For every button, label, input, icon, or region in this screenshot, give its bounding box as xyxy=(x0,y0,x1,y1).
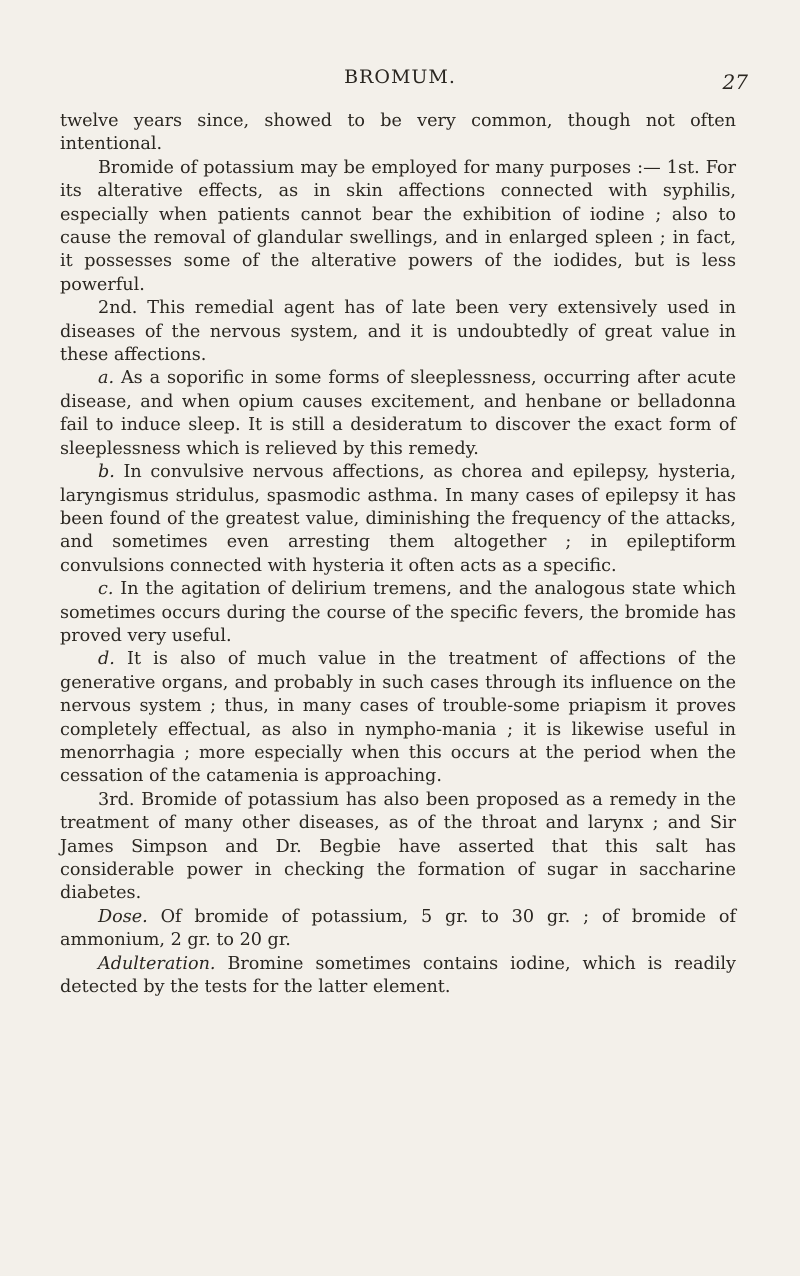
paragraph-text: In the agitation of delirium tremens, and the analogous state which sometimes occurs during the course of the specific fevers, the bromide has proved very useful. xyxy=(60,579,737,646)
paragraph-lead: a. xyxy=(98,368,115,389)
paragraph-continuation xyxy=(60,110,736,157)
paragraph-lead: b. xyxy=(98,462,115,483)
paragraph-text: As a soporific in some forms of sleeplessness, occurring after acute disease, and when opium causes excitement, and henbane or belladonna fail to induce sleep. It is still a desideratum to discover the exact form of sleeplessness which is relieved by this remedy. xyxy=(60,368,736,459)
paragraph-uses-intro xyxy=(60,157,736,297)
page-number: 27 xyxy=(722,70,748,94)
paragraph-c xyxy=(60,578,736,648)
paragraph-dose xyxy=(60,906,736,953)
running-title: BROMUM. xyxy=(344,66,456,88)
paragraph-text: 2nd. This remedial agent has of late been very extensively used in diseases of the nervous system, and it is undoubtedly of great value in these affections. xyxy=(60,298,736,366)
paragraph-lead: d. xyxy=(98,649,115,670)
paragraph-text: 3rd. Bromide of potassium has also been proposed as a remedy in the treatment of many other diseases, as of the throat and larynx ; and Sir James Simpson and Dr. Begbie have asserted that this salt has considerable power in checking the formation of sugar in saccharine diabetes. xyxy=(60,789,736,904)
paragraph-text: twelve years since, showed to be very common, though not often intentional. xyxy=(60,111,736,155)
paragraph-adulteration xyxy=(60,953,736,1000)
paragraph-second-use xyxy=(60,297,736,367)
body-text xyxy=(60,110,736,999)
paragraph-lead: Adulteration. xyxy=(98,953,216,974)
paragraph-lead: c. xyxy=(98,579,114,600)
paragraph-third-use xyxy=(60,789,736,906)
paragraph-lead: Dose. xyxy=(98,906,148,927)
paragraph-a xyxy=(60,367,736,461)
paragraph-d xyxy=(60,648,736,788)
paragraph-text: Bromide of potassium may be employed for many purposes :— 1st. For its alterative effects, as in skin affections connected with syphilis, especially when patients cannot bear the exhibition of iodine ; also to cause the removal of glandular swellings, and in enlarged spleen ; in fact, it possesses some of the alterative powers of the iodides, but is less powerful. xyxy=(60,157,736,295)
paragraph-text: It is also of much value in the treatment of affections of the generative organs, and probably in such cases through its influence on the nervous system ; thus, in many cases of trouble-some priapism it proves completely effectual, as also in nympho-mania ; it is likewise useful in menorrhagia ; more especially when this occurs at the period when the cessation of the catamenia is approaching. xyxy=(60,649,736,787)
paragraph-b xyxy=(60,461,736,578)
paragraph-text: Of bromide of potassium, 5 gr. to 30 gr. ; of bromide of ammonium, 2 gr. to 20 gr. xyxy=(60,906,736,951)
paragraph-text: Bromine sometimes contains iodine, which is readily detected by the tests for the latter element. xyxy=(60,953,736,998)
page-header xyxy=(0,60,800,100)
paragraph-text: In convulsive nervous affections, as chorea and epilepsy, hysteria, laryngismus stridulus, spasmodic asthma. In many cases of epilepsy it has been found of the greatest value, diminishing the frequency of the attacks, and sometimes even arresting them altogether ; in epileptiform convulsions connected with hysteria it often acts as a specific. xyxy=(60,462,737,576)
